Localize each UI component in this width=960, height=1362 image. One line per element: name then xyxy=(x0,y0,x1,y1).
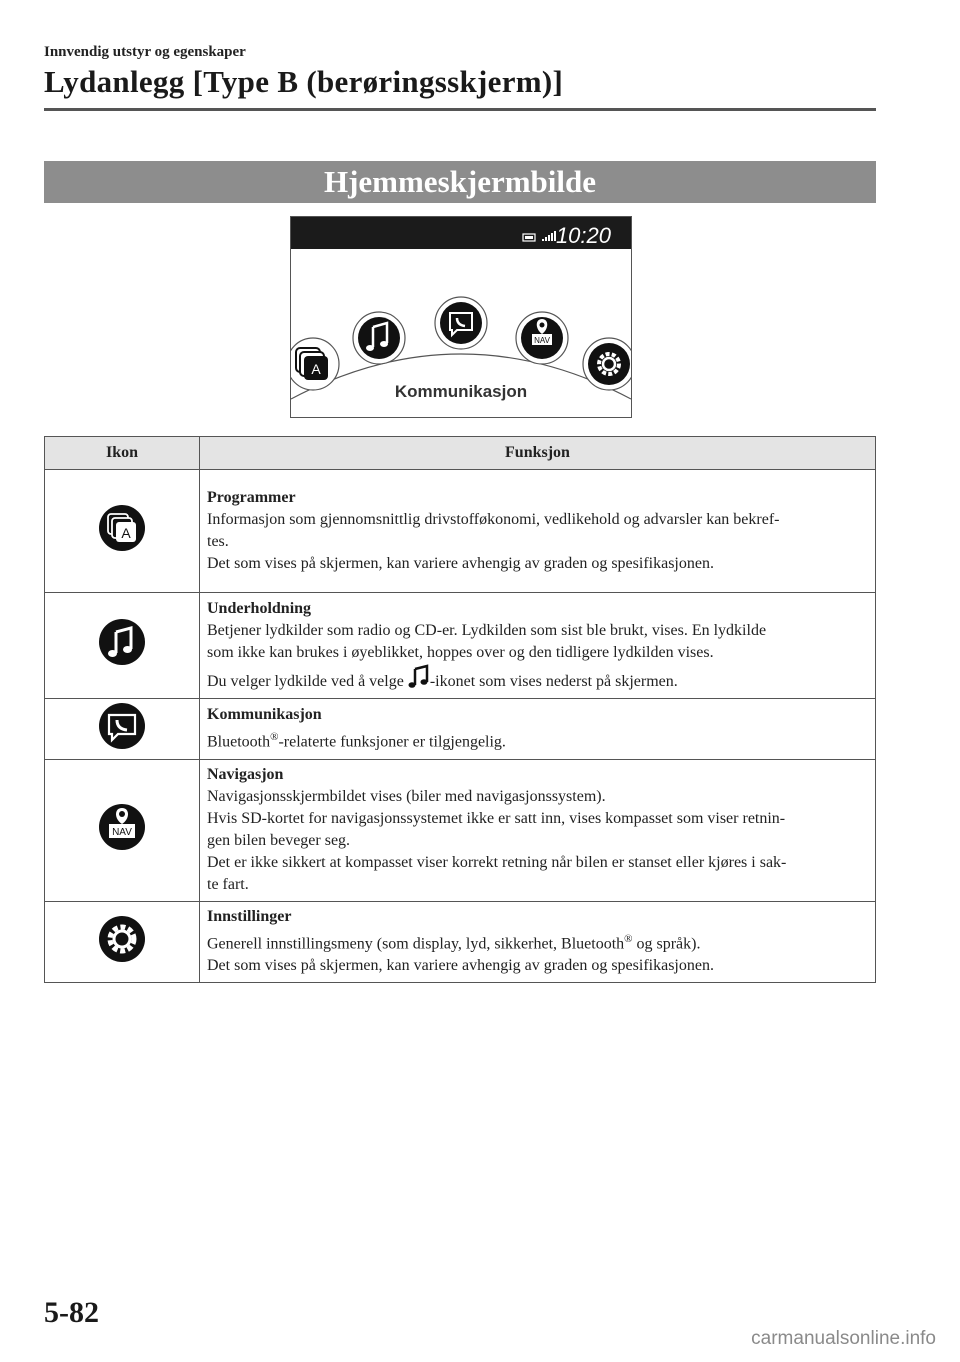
inline-music-note-icon xyxy=(408,664,430,688)
icon-function-table xyxy=(44,436,876,983)
applications-icon xyxy=(98,504,146,552)
icon-cell xyxy=(45,902,200,983)
description-cell xyxy=(200,902,876,983)
section-banner: Hjemmeskjermbilde xyxy=(44,161,876,203)
row-text: Hvis SD-kortet for navigasjonssystemet ikke er satt inn, vises kompasset som viser retnin- xyxy=(207,810,786,827)
table-row xyxy=(45,593,876,699)
icon-cell xyxy=(45,470,200,593)
settings-gear-icon xyxy=(98,915,146,963)
table-row xyxy=(45,699,876,760)
table-header-row xyxy=(45,437,876,470)
row-text: Generell innstillingsmeny (som display, lyd, sikkerhet, Bluetooth xyxy=(207,935,625,953)
description-cell xyxy=(200,593,876,699)
row-title: Kommunikasjon xyxy=(207,705,322,723)
row-text: som ikke kan brukes i øyeblikket, hoppes over og den tidligere lydkilden vises. xyxy=(207,643,714,661)
clock: 10:20 xyxy=(555,223,611,248)
section-label: Innvendig utstyr og egenskaper xyxy=(44,44,246,60)
registered-mark: ® xyxy=(624,933,633,945)
watermark: carmanualsonline.info xyxy=(751,1328,936,1349)
nav-badge-text: NAV xyxy=(112,827,132,838)
row-text: Det som vises på skjermen, kan variere avhengig av graden og spesifikasjonen. xyxy=(207,554,714,572)
row-title: Underholdning xyxy=(207,599,312,617)
music-note-icon xyxy=(98,618,146,666)
row-text: Betjener lydkilder som radio og CD-er. Lydkilden som sist ble brukt, vises. En lydkilde xyxy=(207,621,767,639)
screen-communication-icon xyxy=(435,297,487,349)
registered-mark: ® xyxy=(270,730,279,743)
row-text: Det er ikke sikkert at kompasset viser korrekt retning når bilen er stanset eller kjøres i sak- xyxy=(207,854,787,871)
row-text: Informasjon som gjennomsnittlig drivstofføkonomi, vedlikehold og advarsler kan bekref- xyxy=(207,510,780,528)
nav-badge: NAV xyxy=(534,336,550,345)
app-badge: A xyxy=(311,361,321,377)
navigation-icon xyxy=(98,803,146,851)
row-text: Bluetooth xyxy=(207,733,271,751)
screen-music-icon xyxy=(353,312,405,364)
table-row xyxy=(45,902,876,983)
row-text: gen bilen beveger seg. xyxy=(207,832,351,849)
row-text: Det som vises på skjermen, kan variere avhengig av graden og spesifikasjonen. xyxy=(207,957,714,975)
home-screen-illustration xyxy=(290,216,632,418)
phone-chat-icon xyxy=(98,702,146,750)
row-text: Du velger lydkilde ved å velge xyxy=(207,672,408,690)
app-badge-letter: A xyxy=(121,524,131,541)
row-text: te fart. xyxy=(207,876,249,893)
icon-cell xyxy=(45,699,200,760)
row-text: tes. xyxy=(207,532,229,550)
icon-cell xyxy=(45,760,200,902)
title-divider xyxy=(44,108,876,111)
header-function: Funksjon xyxy=(200,437,876,470)
header-icon: Ikon xyxy=(45,437,200,470)
page-number: 5-82 xyxy=(44,1296,99,1329)
table-row xyxy=(45,470,876,593)
icon-cell xyxy=(45,593,200,699)
description-cell xyxy=(200,699,876,760)
table-row xyxy=(45,760,876,902)
chapter-title: Lydanlegg [Type B (berøringsskjerm)] xyxy=(44,64,564,99)
row-title: Innstillinger xyxy=(207,908,292,925)
row-title: Programmer xyxy=(207,488,296,506)
screen-navigation-icon xyxy=(516,312,568,364)
description-cell xyxy=(200,470,876,593)
row-text: -ikonet som vises nederst på skjermen. xyxy=(429,672,678,690)
row-text: -relaterte funksjoner er tilgjengelig. xyxy=(278,733,506,751)
row-title: Navigasjon xyxy=(207,766,284,783)
row-text: og språk). xyxy=(632,935,701,953)
row-text: Navigasjonsskjermbildet vises (biler med navigasjonssystem). xyxy=(207,788,606,805)
screen-selected-label: Kommunikasjon xyxy=(394,382,528,401)
description-cell xyxy=(200,760,876,902)
